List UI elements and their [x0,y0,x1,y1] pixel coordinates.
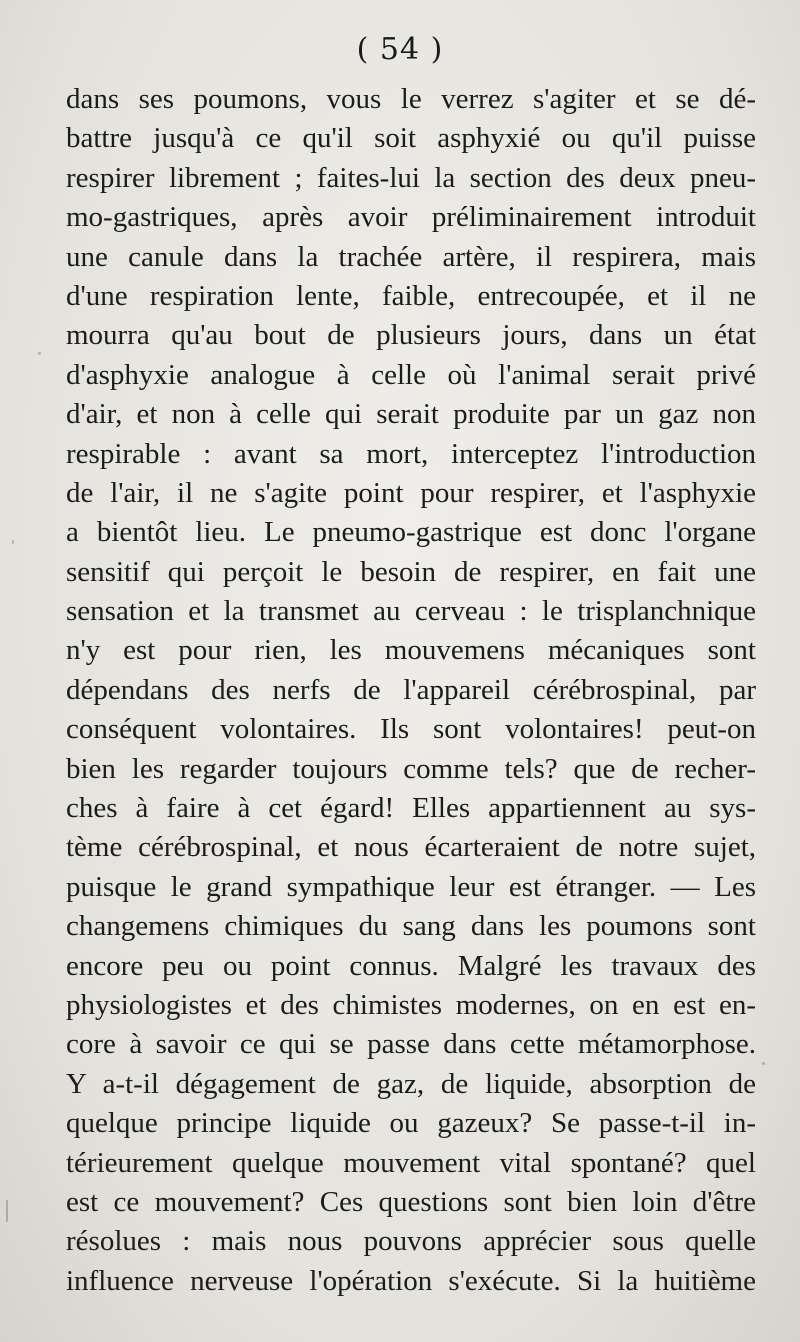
text-line: d'une respiration lente, faible, entrecoupée, et il ne [66,279,756,312]
text-line: est ce mouvement? Ces questions sont bien loin d'être [66,1185,756,1218]
text-line: dépendans des nerfs de l'appareil cérébrospinal, par [66,673,756,706]
text-line: ches à faire à cet égard! Elles appartiennent au sys- [66,792,756,825]
text-line: changemens chimiques du sang dans les poumons sont [66,910,756,943]
text-line: respirer librement ; faites-lui la section des deux pneu- [66,161,756,194]
text-line: core à savoir ce qui se passe dans cette métamorphose. [66,1028,756,1061]
text-line: dans ses poumons, vous le verrez s'agiter et se dé- [66,83,756,115]
print-speck [762,1062,765,1065]
text-line: a bientôt lieu. Le pneumo-gastrique est donc l'organe [66,516,756,549]
text-line: une canule dans la trachée artère, il respirera, mais [66,240,756,273]
text-line: conséquent volontaires. Ils sont volontaires! peut-on [66,713,756,746]
text-line: encore peu ou point connus. Malgré les travaux des [66,949,756,982]
text-line: puisque le grand sympathique leur est étranger. — Les [66,870,756,903]
page-number: ( 54 ) [356,32,444,67]
text-line: résolues : mais nous pouvons apprécier sous quelle [66,1225,756,1258]
text-line: bien les regarder toujours comme tels? que de recher- [66,752,756,785]
text-line: respirable : avant sa mort, interceptez l'introduction [66,437,756,470]
text-line: influence nerveuse l'opération s'exécute. Si la huitième [66,1264,756,1297]
text-line: d'air, et non à celle qui serait produite par un gaz non [66,398,756,431]
print-speck [6,1200,8,1222]
text-line: d'asphyxie analogue à celle où l'animal serait privé [66,358,756,391]
text-line: térieurement quelque mouvement vital spontané? quel [66,1146,756,1179]
text-line: battre jusqu'à ce qu'il soit asphyxié ou qu'il puisse [66,122,756,155]
text-line: tème cérébrospinal, et nous écarteraient de notre sujet, [66,831,756,864]
text-line: de l'air, il ne s'agite point pour respirer, et l'asphyxie [66,476,756,509]
text-line: sensitif qui perçoit le besoin de respirer, en fait une [66,555,756,588]
text-line: mourra qu'au bout de plusieurs jours, dans un état [66,319,756,352]
text-line: Y a-t-il dégagement de gaz, de liquide, absorption de [66,1067,756,1100]
text-line: sensation et la transmet au cerveau : le trisplanchnique [66,595,756,628]
text-line: mo-gastriques, après avoir préliminairement introduit [66,201,756,234]
text-line: physiologistes et des chimistes modernes, on en est en- [66,988,756,1021]
body-text [66,80,756,1301]
text-line: n'y est pour rien, les mouvemens mécaniques sont [66,634,756,667]
print-speck [38,352,41,355]
text-line: quelque principe liquide ou gazeux? Se passe-t-il in- [66,1107,756,1140]
print-speck [12,540,14,544]
